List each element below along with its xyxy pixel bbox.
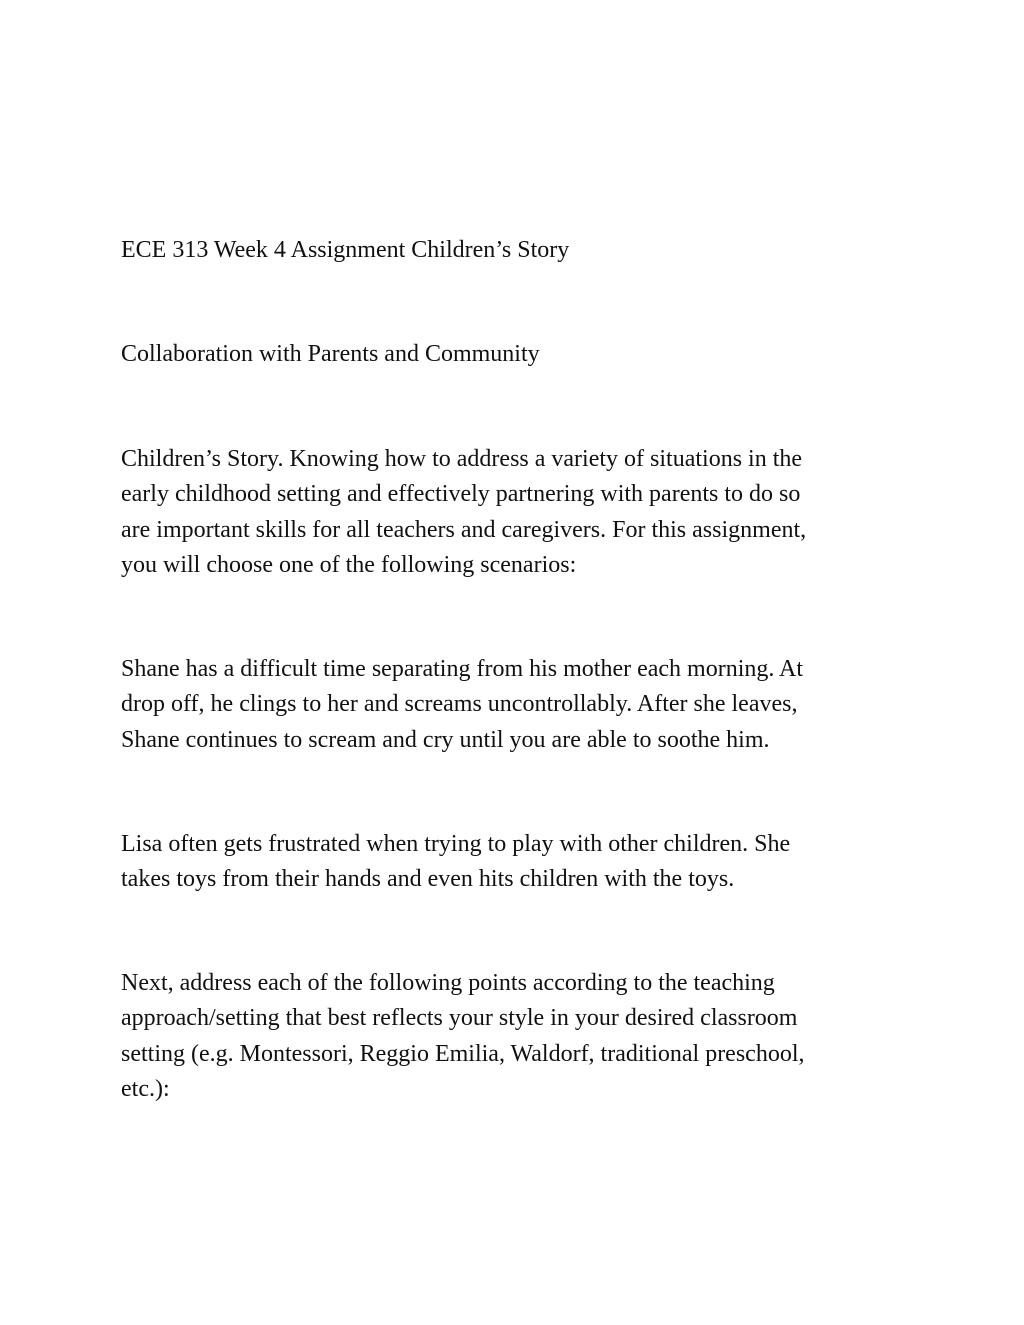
text-line: approach/setting that best reflects your style in your desired classroom xyxy=(121,1005,798,1032)
document-subtitle xyxy=(121,337,911,372)
text-line: Children’s Story. Knowing how to address a variety of situations in the xyxy=(121,446,803,472)
intro-paragraph xyxy=(121,442,911,583)
title-text: ECE 313 Week 4 Assignment Children’s Story xyxy=(121,237,570,263)
text-line: etc.): xyxy=(121,1075,170,1102)
text-line: early childhood setting and effectively partnering with parents to do so xyxy=(121,481,801,508)
text-line: Next, address each of the following points according to the teaching xyxy=(121,970,775,996)
text-line: you will choose one of the following scenarios: xyxy=(121,551,577,578)
subtitle-text: Collaboration with Parents and Community xyxy=(121,341,540,367)
text-line: setting (e.g. Montessori, Reggio Emilia, Waldorf, traditional preschool, xyxy=(121,1040,805,1067)
text-line: Lisa often gets frustrated when trying to play with other children. She xyxy=(121,831,791,857)
text-line: drop off, he clings to her and screams uncontrollably. After she leaves, xyxy=(121,691,798,718)
scenario-lisa-paragraph xyxy=(121,827,911,898)
text-line: Shane has a difficult time separating from his mother each morning. At xyxy=(121,656,804,682)
text-line: takes toys from their hands and even hits children with the toys. xyxy=(121,866,735,893)
text-line: Shane continues to scream and cry until you are able to soothe him. xyxy=(121,726,770,753)
document-title xyxy=(121,233,911,268)
text-line: are important skills for all teachers and caregivers. For this assignment, xyxy=(121,516,807,543)
instructions-paragraph xyxy=(121,966,911,1107)
scenario-shane-paragraph xyxy=(121,652,911,758)
